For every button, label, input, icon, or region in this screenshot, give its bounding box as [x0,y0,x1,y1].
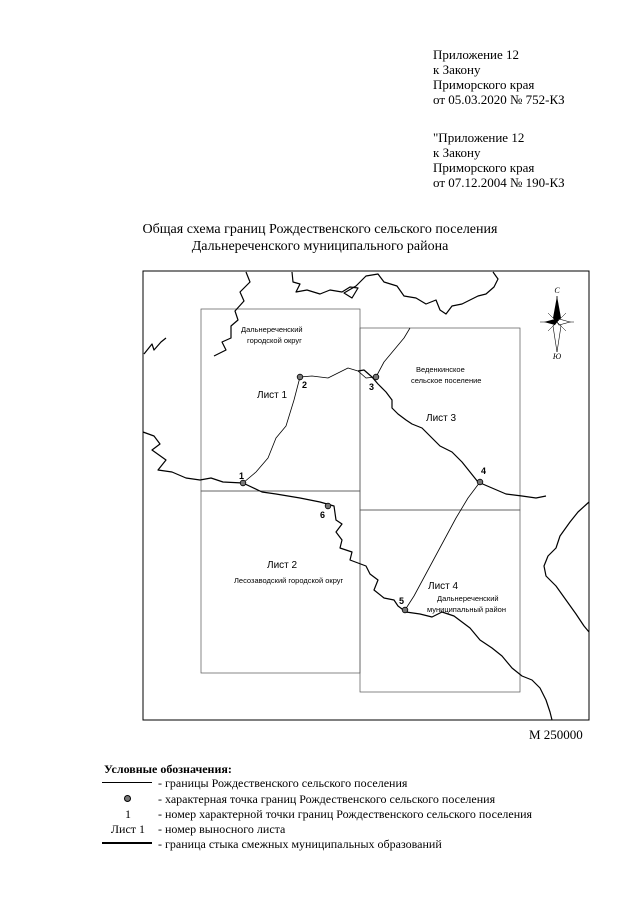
sheet-label-2: Лист 2 [267,560,298,571]
legend-text: - граница стыка смежных муниципальных образований [158,837,442,851]
compass-north-label: С [554,286,560,295]
annex-original-line: "Приложение 12 [433,130,525,145]
municipal-boundary-north [292,272,498,314]
annex-current-line: Приложение 12 [433,47,520,62]
legend-symbol-sheet: Лист 1 [110,822,146,836]
map-title-line2: Дальнереченского муниципального района [191,239,449,254]
settlement-boundary-segment-3-north [376,328,410,377]
point-number-1: 1 [239,471,245,481]
settlement-boundary-segment-2-3 [300,368,376,378]
boundary-point-1 [240,480,246,486]
legend-text: - границы Рождественского сельского поселения [158,776,408,790]
sheet-label-3: Лист 3 [426,413,457,424]
boundary-point-3 [373,374,379,380]
legend-item-point [100,791,620,807]
boundary-point-6 [325,503,331,509]
area-vedenka-l1: Веденкинское [416,365,465,374]
legend-symbol-number: 1 [125,807,131,821]
point-number-2: 2 [302,380,308,390]
legend-text: - характерная точка границ Рождественского сельского поселения [158,792,496,806]
legend-text: - номер характерной точки границ Рождественского сельского поселения [158,807,533,821]
compass-south-label: Ю [552,352,562,361]
annex-current-line: к Закону [433,62,481,77]
area-dalnerechensk-city-l1: Дальнереченский [241,325,303,334]
map-scale: М 250000 [529,727,583,742]
legend-item-municipal-boundary [100,836,620,852]
area-lesozavodsk: Лесозаводский городской округ [234,576,344,585]
annex-original-line: от 07.12.2004 № 190-КЗ [433,175,565,190]
sheet-label-4: Лист 4 [428,581,459,592]
point-number-6: 6 [320,510,326,520]
municipal-boundary-east [544,502,589,632]
municipal-boundary-north-west [214,272,250,356]
legend-item-boundary [100,775,620,791]
annex-original-line: Приморского края [433,160,535,175]
legend-title: Условные обозначения: [104,762,232,776]
legend-symbol-dot [100,791,156,807]
point-number-5: 5 [399,596,405,606]
boundary-point-2 [297,374,303,380]
municipal-boundaries [143,272,589,720]
municipal-boundary-north-east [358,370,546,498]
annex-original-line: к Закону [433,145,481,160]
annex-current-line: от 05.03.2020 № 752-КЗ [433,92,565,107]
boundary-point-5 [402,607,408,613]
municipal-boundary-west [143,432,552,720]
area-dalnerechensk-city-l2: городской округ [247,336,302,345]
boundary-point-4 [477,479,483,485]
legend-item-point-number [100,806,620,822]
map-title-line1: Общая схема границ Рождественского сельского поселения [142,222,498,237]
municipal-boundary-north-left [144,338,166,354]
area-dalnerechensk-district-l1: Дальнереченский [437,594,499,603]
sheet-label-1: Лист 1 [257,390,288,401]
compass-rose-icon [540,286,574,361]
point-number-3: 3 [369,382,375,392]
legend-item-sheet-number [100,821,620,837]
annex-current-line: Приморского края [433,77,535,92]
legend-text: - номер выносного листа [158,822,286,836]
area-vedenka-l2: сельское поселение [411,376,482,385]
legend-symbol-thin-line [100,775,156,791]
point-number-4: 4 [481,466,487,476]
area-dalnerechensk-district-l2: муниципальный район [427,605,506,614]
legend-symbol-thick-line [100,836,156,852]
